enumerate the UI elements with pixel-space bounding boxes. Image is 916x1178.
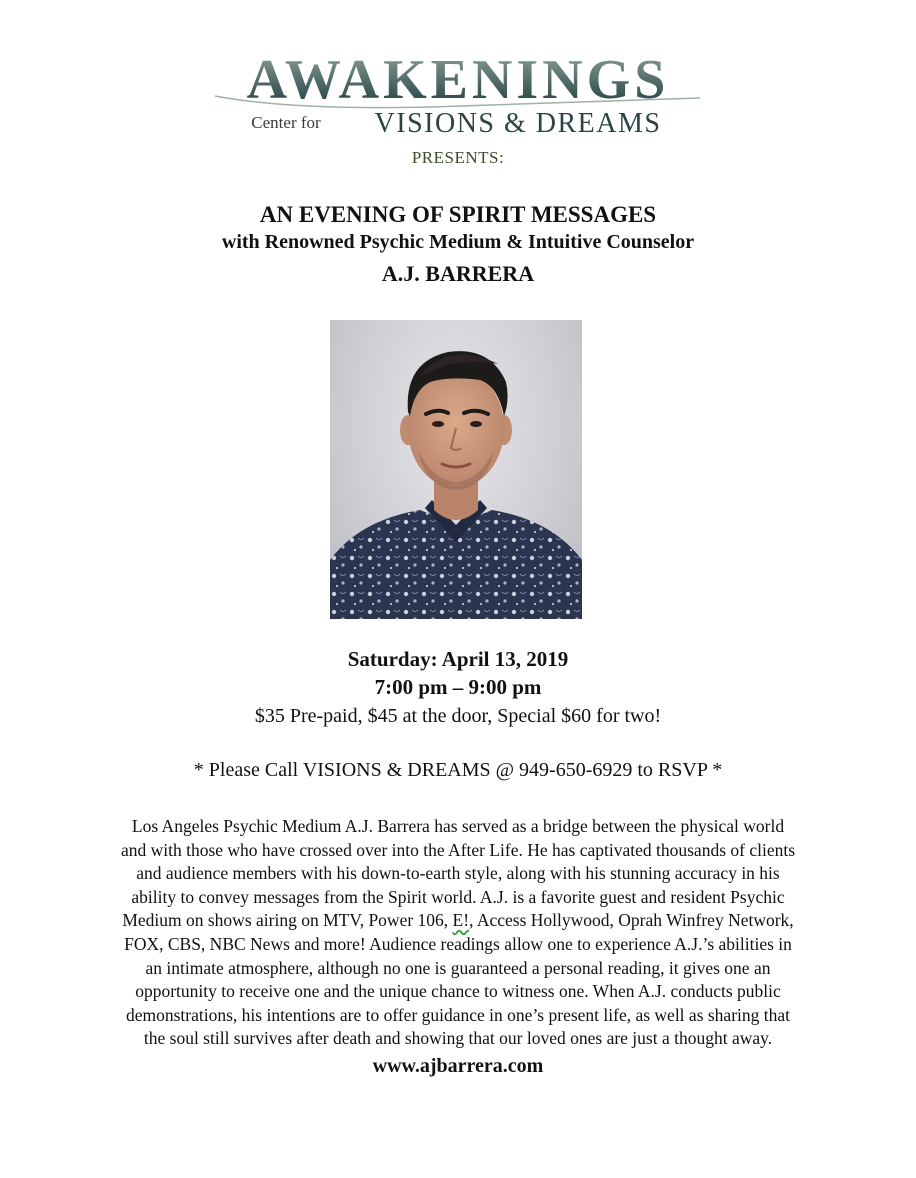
logo-sub-text: VISIONS & DREAMS (374, 108, 662, 139)
bio-line: an intimate atmosphere, although no one is guaranteed a personal reading, it gives one an (145, 957, 771, 978)
bio-line: the soul still survives after death and showing that our loved ones are just a thought away. (143, 1028, 773, 1049)
bio-segment-spellcheck: E! (452, 910, 470, 931)
bio-line: and with those who have crossed over into the After Life. He has captivated thousands of clients (120, 839, 796, 860)
bio-line: opportunity to receive one and the unique chance to witness one. When A.J. conducts public (135, 981, 781, 1002)
presents-label: PRESENTS: (411, 148, 505, 167)
bio-line: Los Angeles Psychic Medium A.J. Barrera has served as a bridge between the physical world (131, 816, 785, 836)
logo-small-text: Center for (251, 113, 321, 132)
rsvp-line: * Please Call VISIONS & DREAMS @ 949-650-6929 to RSVP * (193, 759, 723, 781)
event-subtitle: with Renowned Psychic Medium & Intuitive Counselor (221, 231, 695, 253)
bio-line: demonstrations, his intentions are to offer guidance in one’s present life, as well as sharing that (125, 1004, 791, 1025)
logo-main-text: AWAKENINGS (246, 52, 670, 111)
portrait-photo (330, 320, 582, 619)
bio-segment: Medium on shows airing on MTV, Power 106, (122, 910, 453, 931)
event-date: Saturday: April 13, 2019 (347, 647, 569, 671)
bio-line: and audience members with his down-to-earth style, along with his stunning accuracy in his (136, 863, 780, 884)
event-time: 7:00 pm – 9:00 pm (374, 675, 542, 699)
event-title: AN EVENING OF SPIRIT MESSAGES (259, 202, 657, 227)
website-link[interactable]: www.ajbarrera.com (372, 1055, 544, 1077)
bio-segment: , Access Hollywood, Oprah Winfrey Network, (469, 910, 794, 931)
bio-line: ability to convey messages from the Spirit world. A.J. is a favorite guest and resident Psychic (131, 886, 785, 907)
performer-name: A.J. BARRERA (381, 261, 535, 286)
event-prices: $35 Pre-paid, $45 at the door, Special $60 for two! (254, 705, 662, 727)
bio-line (48, 909, 868, 933)
bio-paragraph (48, 815, 868, 1051)
awakenings-logo (0, 52, 916, 142)
bio-line: FOX, CBS, NBC News and more! Audience readings allow one to experience A.J.’s abilities in (124, 933, 792, 954)
